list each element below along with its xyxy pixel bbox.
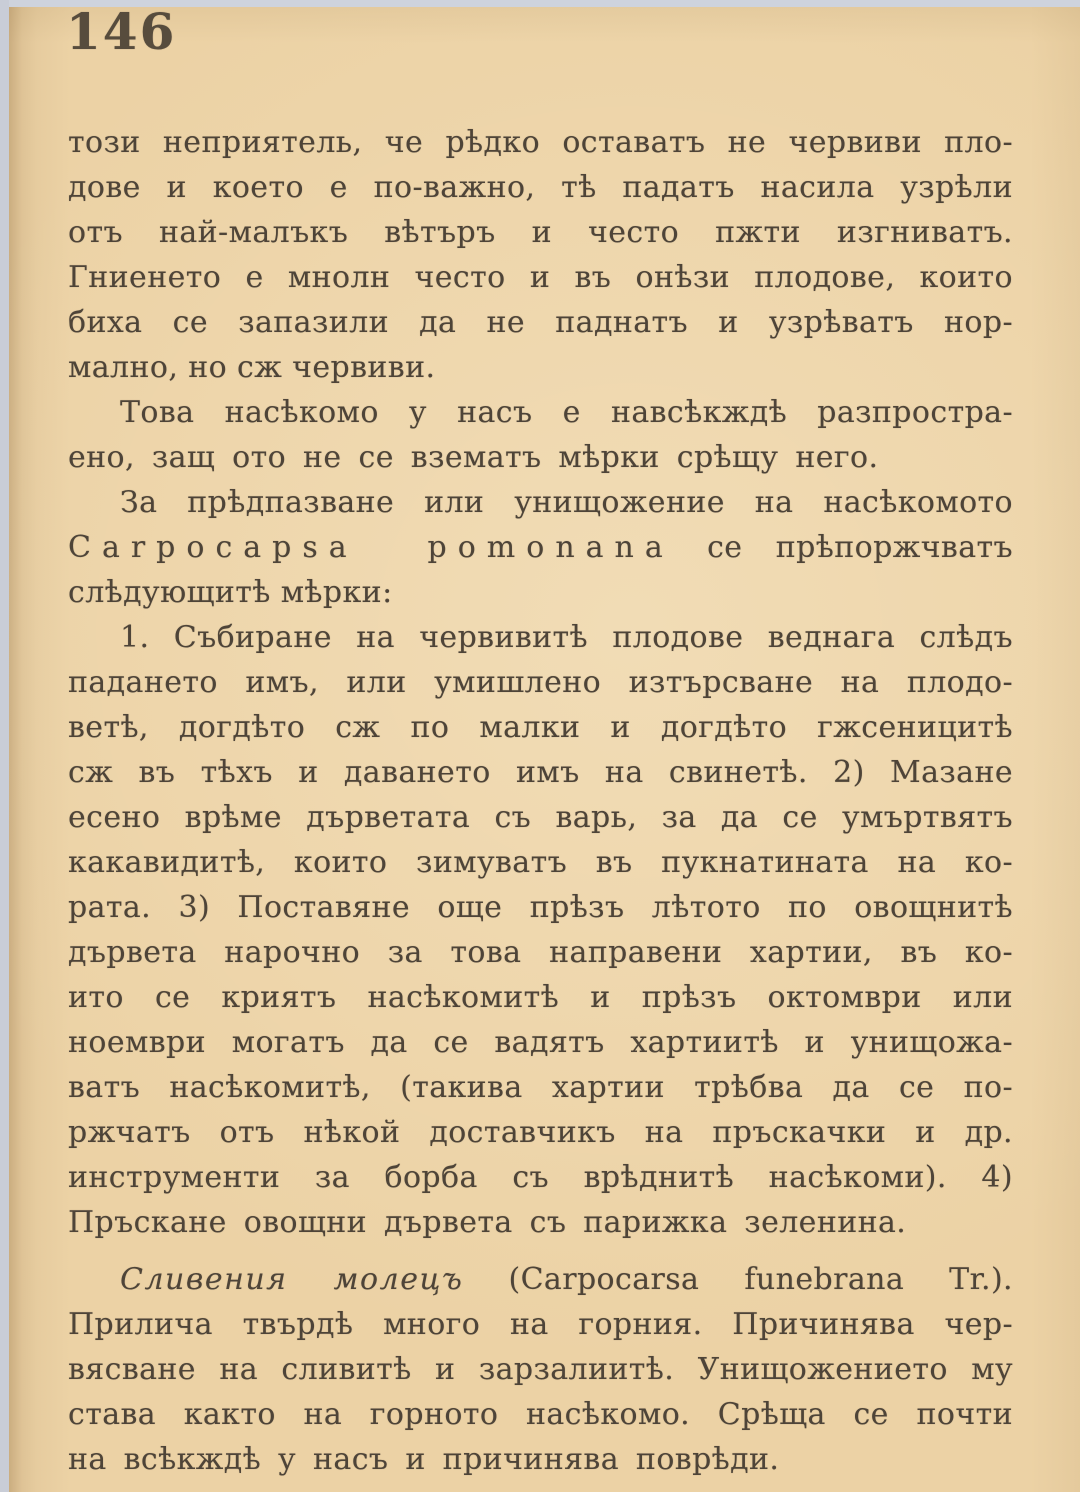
text-line: Прилича твърдѣ много на горния. Причинява чер- <box>68 1307 1013 1342</box>
text-line: ноември могатъ да се вадятъ хартиитѣ и унищожа- <box>68 1025 1013 1060</box>
paragraph-3 <box>68 480 1013 615</box>
text-line: ито се криятъ насѣкомитѣ и прѣзъ октомври или <box>68 980 1013 1015</box>
text-line: става както на горното насѣкомо. Срѣща се почти <box>68 1397 1013 1432</box>
text-line: Гниенето е мнолн често и въ онѣзи плодове, които <box>68 260 1013 295</box>
text-line: вясване на сливитѣ и зарзалиитѣ. Унищожението му <box>68 1352 1013 1387</box>
text-line: 1. Събиране на червивитѣ плодове веднага слѣдъ <box>120 620 1013 655</box>
paragraph-2 <box>68 390 1013 480</box>
text-line: биха се запазили да не паднатъ и узрѣватъ нор- <box>68 305 1013 340</box>
text-line-latin-name <box>68 525 1013 570</box>
text-line: есено врѣме дърветата съ варь, за да се умъртвятъ <box>68 800 1013 835</box>
paragraph-5-plum-moth <box>68 1257 1013 1482</box>
paragraph-1 <box>68 120 1013 390</box>
text-line: отъ най-малъкъ вѣтъръ и често пжти изгниватъ. <box>68 215 1013 250</box>
text-block <box>68 120 1013 1482</box>
text-line: на всѣкждѣ у насъ и причинява поврѣди. <box>68 1442 780 1477</box>
text-line: инструменти за борба съ врѣднитѣ насѣкоми). 4) <box>68 1160 1013 1195</box>
text-line: Това насѣкомо у насъ е навсѣкждѣ разпростра- <box>120 395 1013 430</box>
text-line: дървета нарочно за това направени хартии, въ ко- <box>68 935 1013 970</box>
text-line: какавидитѣ, които зимуватъ въ пукнатината на ко- <box>68 845 1013 880</box>
text-line: За прѣдпазване или унищожение на насѣкомото <box>120 485 1013 520</box>
text-line: ржчатъ отъ нѣкой доставчикъ на пръскачки и др. <box>68 1115 1013 1150</box>
text-line-species-heading <box>68 1257 1013 1302</box>
scanner-edge-left <box>0 0 9 1492</box>
text-line: ено, защ ото не се взематъ мѣрки срѣщу него. <box>68 440 879 475</box>
species-name-latin: Carpocapsa pomonana <box>68 530 674 565</box>
text-line: ватъ насѣкомитѣ, (такива хартии трѣбва да се по- <box>68 1070 1013 1105</box>
species-name-latin: (Carpocarsa funebrana Tr.). <box>508 1262 1013 1297</box>
text-line: Пръскане овощни дървета съ парижка зеленина. <box>68 1205 907 1240</box>
text-line: рата. 3) Поставяне още прѣзъ лѣтото по овощнитѣ <box>68 890 1013 925</box>
text-line: слѣдующитѣ мѣрки: <box>68 575 393 610</box>
species-name-bulgarian: Сливения молецъ <box>120 1262 464 1297</box>
text-line: ветѣ, догдѣто сж по малки и догдѣто гжсеницитѣ <box>68 710 1013 745</box>
text-line: мално, но сж червиви. <box>68 350 436 385</box>
text-line: падането имъ, или умишлено изтърсване на плодо- <box>68 665 1013 700</box>
text-line: сж въ тѣхъ и даването имъ на свинетѣ. 2) Мазане <box>68 755 1013 790</box>
page-number: 146 <box>66 2 177 61</box>
text-segment: се прѣпоржчватъ <box>707 530 1013 565</box>
text-line: този неприятель, че рѣдко оставатъ не червиви пло- <box>68 125 1013 160</box>
text-line: дове и което е по-важно, тѣ падатъ насила узрѣли <box>68 170 1013 205</box>
paragraph-4-measures-list <box>68 615 1013 1245</box>
